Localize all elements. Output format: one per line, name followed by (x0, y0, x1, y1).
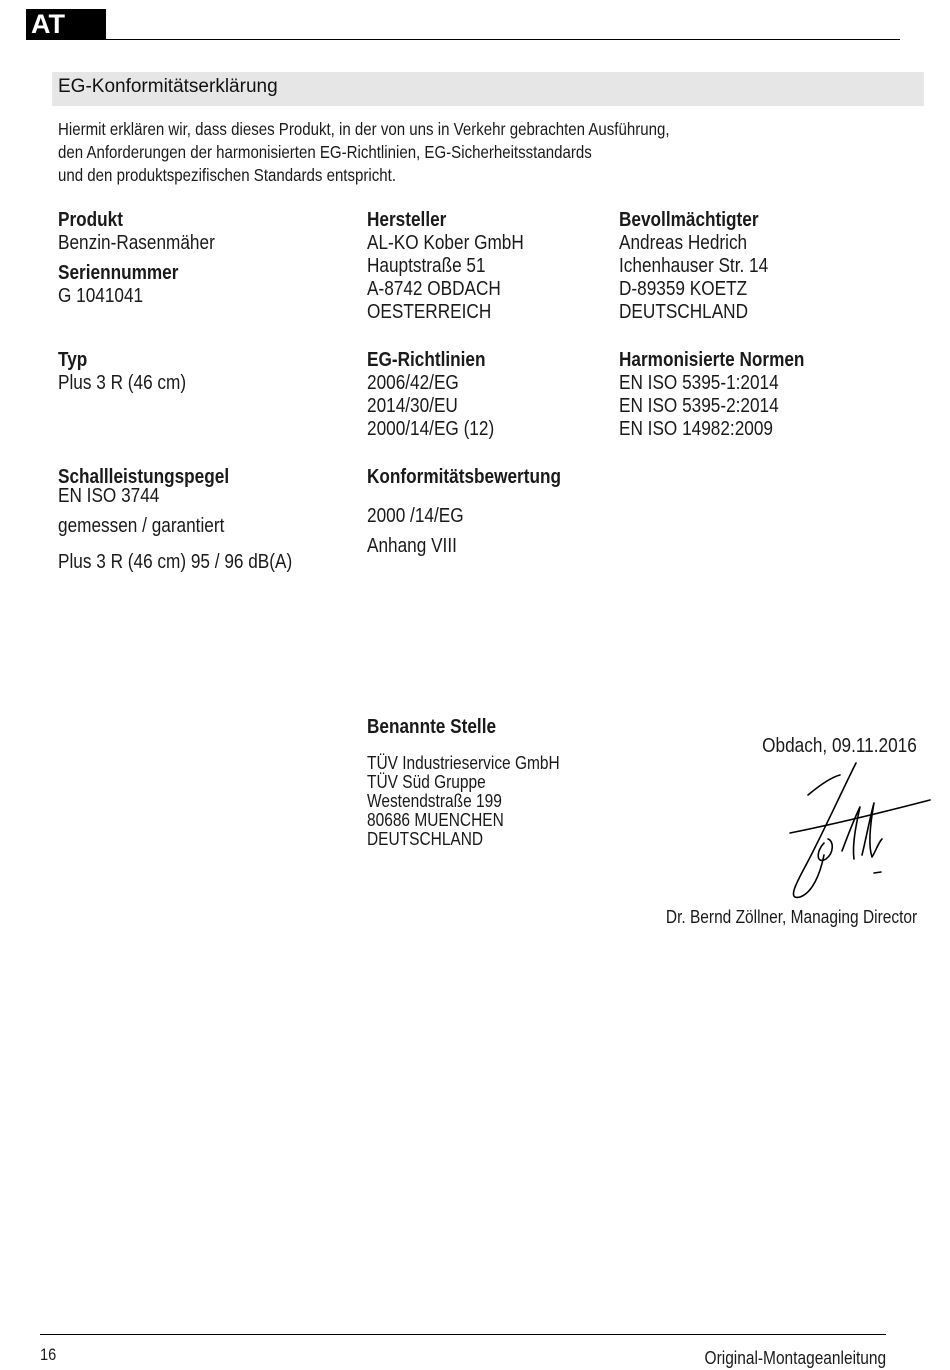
schall-label: Schallleistungspegel (58, 466, 230, 488)
signer-name: Dr. Bernd Zöllner, Managing Director (665, 907, 917, 927)
hersteller-line: OESTERREICH (367, 301, 492, 323)
country-code-badge: AT (26, 9, 106, 40)
stelle-line: 80686 MUENCHEN (367, 810, 504, 830)
richtlinien-label: EG-Richtlinien (367, 349, 486, 371)
richtlinie-item: 2006/42/EG (367, 372, 459, 394)
seriennummer-label: Seriennummer (58, 262, 179, 284)
bevollmaechtigter-line: Ichenhauser Str. 14 (619, 255, 769, 277)
richtlinie-item: 2000/14/EG (12) (367, 418, 495, 440)
bewertung-line: 2000 /14/EG (367, 505, 464, 527)
handwritten-signature (770, 755, 940, 915)
page-number: 16 (40, 1345, 57, 1364)
produkt-value: Benzin-Rasenmäher (58, 232, 215, 254)
schall-norm: EN ISO 3744 (58, 485, 160, 507)
section-title: EG-Konformitätserklärung (58, 76, 278, 97)
bevollmaechtigter-line: D-89359 KOETZ (619, 278, 748, 300)
stelle-line: DEUTSCHLAND (367, 829, 484, 849)
stelle-line: TÜV Süd Gruppe (367, 772, 486, 792)
typ-value: Plus 3 R (46 cm) (58, 372, 187, 394)
intro-line-2: den Anforderungen der harmonisierten EG-Richtlinien, EG-Sicherheitsstandards (58, 142, 592, 162)
hersteller-line: A-8742 OBDACH (367, 278, 501, 300)
richtlinie-item: 2014/30/EU (367, 395, 458, 417)
header-rule (26, 39, 900, 40)
norm-item: EN ISO 5395-2:2014 (619, 395, 779, 417)
stelle-label: Benannte Stelle (367, 716, 497, 738)
place-date: Obdach, 09.11.2016 (762, 735, 917, 757)
produkt-label: Produkt (58, 209, 123, 231)
hersteller-line: Hauptstraße 51 (367, 255, 486, 277)
footer-rule (40, 1334, 886, 1335)
hersteller-line: AL-KO Kober GmbH (367, 232, 524, 254)
normen-label: Harmonisierte Normen (619, 349, 805, 371)
schall-gemessen: gemessen / garantiert (58, 515, 225, 537)
schall-value: Plus 3 R (46 cm) 95 / 96 dB(A) (58, 551, 293, 573)
intro-line-1: Hiermit erklären wir, dass dieses Produkt, in der von uns in Verkehr gebrachten Ausführung, (58, 119, 670, 139)
bewertung-label: Konformitätsbewertung (367, 466, 561, 488)
stelle-line: TÜV Industrieservice GmbH (367, 753, 560, 773)
bevollmaechtigter-line: DEUTSCHLAND (619, 301, 749, 323)
hersteller-label: Hersteller (367, 209, 447, 231)
norm-item: EN ISO 14982:2009 (619, 418, 773, 440)
typ-label: Typ (58, 349, 88, 371)
stelle-line: Westendstraße 199 (367, 791, 502, 811)
norm-item: EN ISO 5395-1:2014 (619, 372, 779, 394)
bewertung-line: Anhang VIII (367, 535, 457, 557)
seriennummer-value: G 1041041 (58, 285, 144, 307)
intro-line-3: und den produktspezifischen Standards entspricht. (58, 165, 397, 185)
footer-doc-title: Original-Montageanleitung (704, 1348, 886, 1368)
bevollmaechtigter-label: Bevollmächtigter (619, 209, 759, 231)
bevollmaechtigter-line: Andreas Hedrich (619, 232, 748, 254)
